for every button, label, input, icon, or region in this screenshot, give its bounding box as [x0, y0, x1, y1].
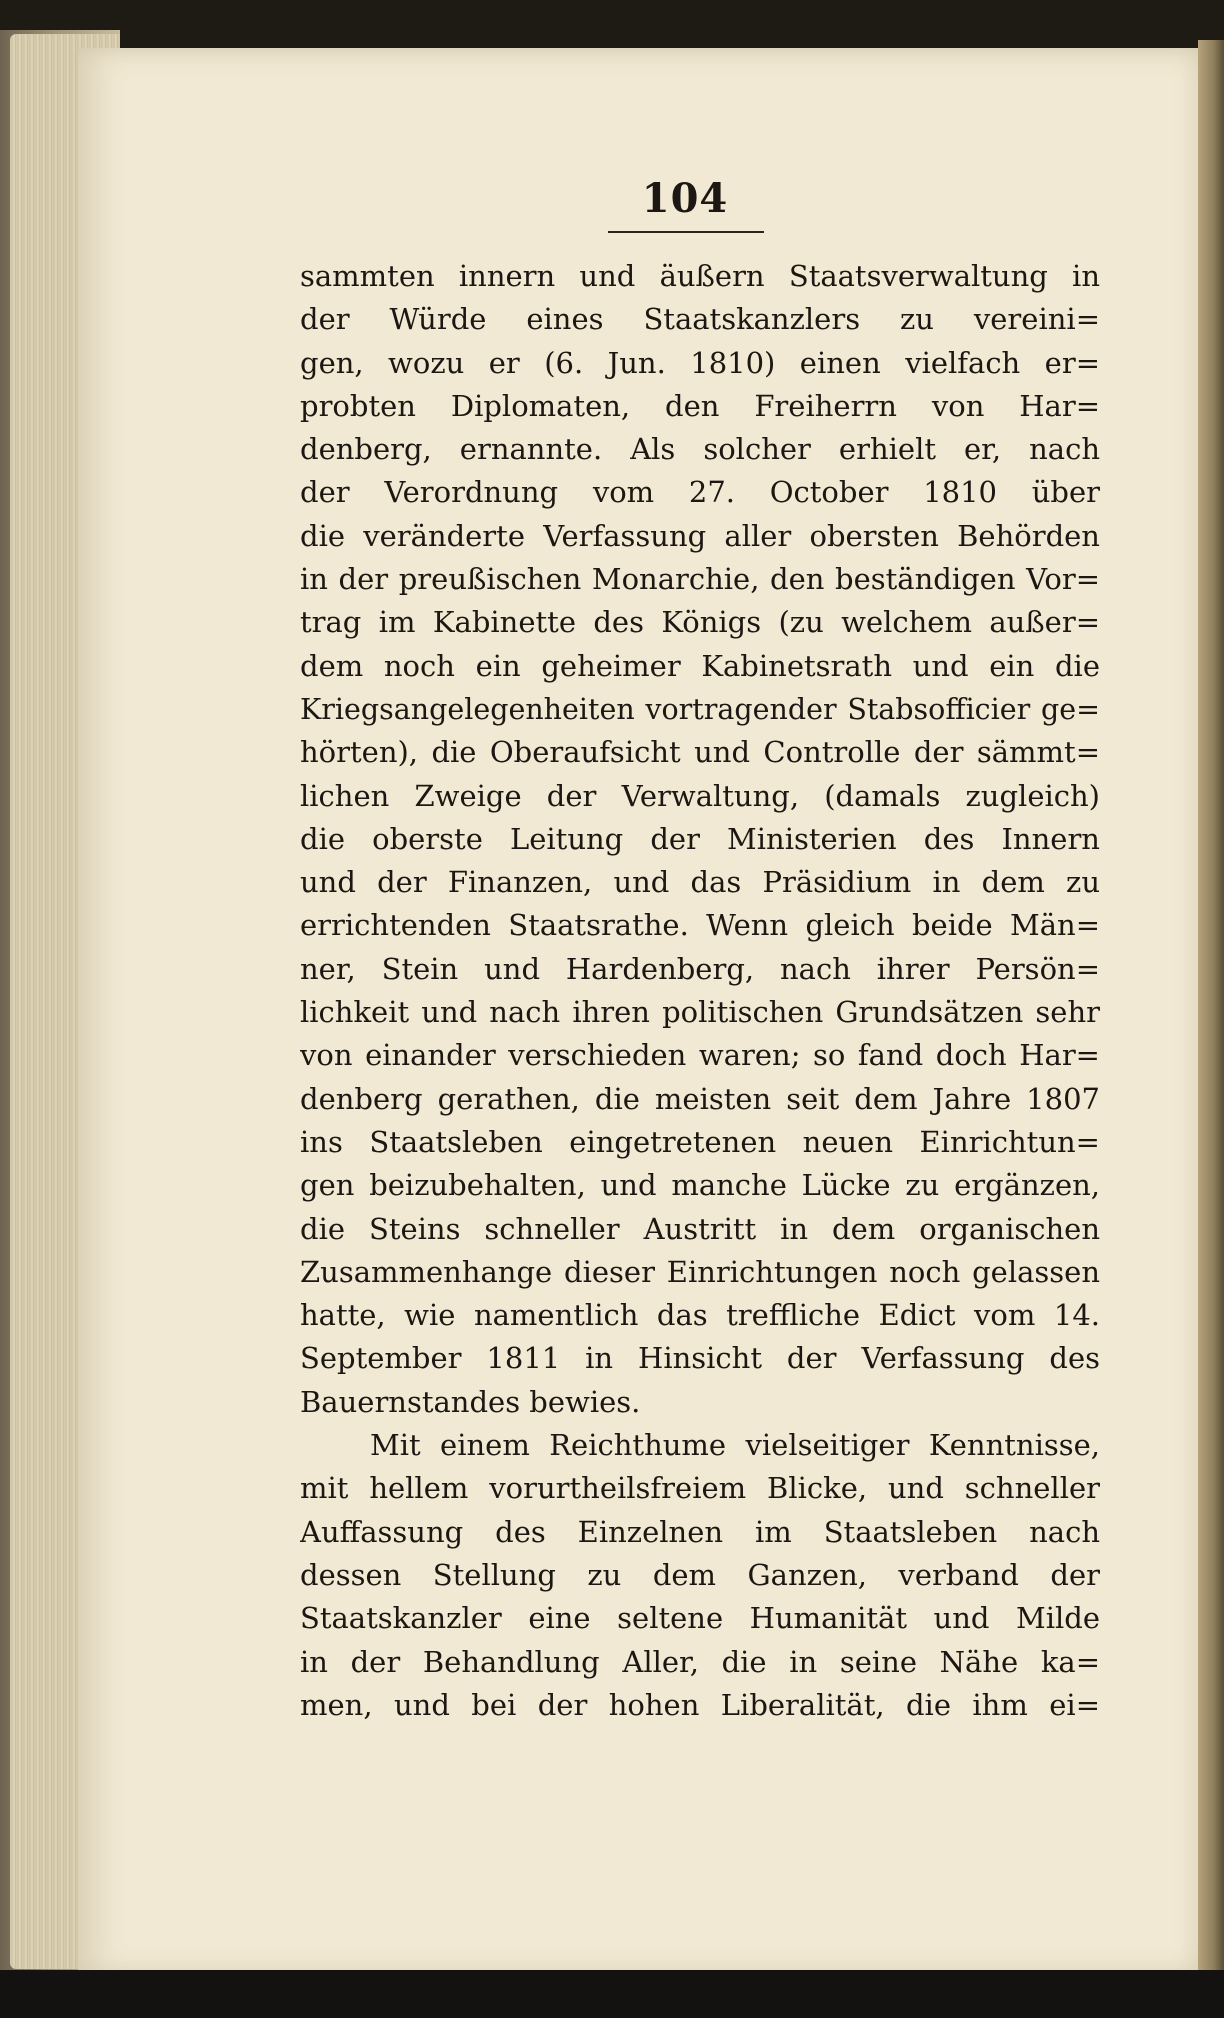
- text-line: trag im Kabinette des Königs (zu welchem außer=: [300, 605, 1100, 640]
- text-line: dessen Stellung zu dem Ganzen, verband der: [300, 1557, 1100, 1592]
- text-line: Zusammenhange dieser Einrichtungen noch gelassen: [300, 1254, 1100, 1289]
- background-shadow: [0, 1970, 1224, 2018]
- page-number: 104: [641, 175, 729, 222]
- text-line: der Verordnung vom 27. October 1810 über: [300, 475, 1100, 510]
- header-rule: [608, 231, 764, 233]
- body-text: [300, 255, 1100, 1727]
- text-line: hatte, wie namentlich das treffliche Edict vom 14.: [300, 1298, 1100, 1333]
- text-line: der Würde eines Staatskanzlers zu vereini=: [300, 302, 1100, 337]
- text-line: mit hellem vorurtheilsfreiem Blicke, und schneller: [300, 1471, 1100, 1506]
- text-line: Staatskanzler eine seltene Humanität und Milde: [300, 1601, 1100, 1636]
- text-line: denberg, ernannte. Als solcher erhielt er, nach: [300, 432, 1100, 467]
- text-line: ins Staatsleben eingetretenen neuen Einrichtun=: [300, 1124, 1100, 1159]
- text-line: die Steins schneller Austritt in dem organischen: [300, 1211, 1100, 1246]
- text-line: von einander verschieden waren; so fand doch Har=: [300, 1038, 1100, 1073]
- text-line: denberg gerathen, die meisten seit dem Jahre 1807: [300, 1081, 1100, 1116]
- text-line: dem noch ein geheimer Kabinetsrath und ein die: [300, 648, 1100, 683]
- text-line: Kriegsangelegenheiten vortragender Stabsofficier ge=: [300, 692, 1100, 726]
- text-line: sammten innern und äußern Staatsverwaltung in: [300, 259, 1100, 293]
- text-line: gen beizubehalten, und manche Lücke zu ergänzen,: [300, 1168, 1100, 1203]
- text-line: Auffassung des Einzelnen im Staatsleben nach: [300, 1514, 1100, 1549]
- text-line: probten Diplomaten, den Freiherrn von Har=: [300, 388, 1100, 423]
- text-line: gen, wozu er (6. Jun. 1810) einen vielfach er=: [300, 345, 1100, 380]
- page-right-edge: [1198, 40, 1224, 1985]
- text-line: lichen Zweige der Verwaltung, (damals zugleich): [300, 778, 1100, 813]
- text-line: hörten), die Oberaufsicht und Controlle der sämmt=: [300, 735, 1100, 770]
- text-line-paragraph-start: Mit einem Reichthume vielseitiger Kenntnisse,: [370, 1428, 1100, 1463]
- text-line: lichkeit und nach ihren politischen Grundsätzen sehr: [300, 995, 1100, 1030]
- text-line: die veränderte Verfassung aller obersten Behörden: [300, 518, 1100, 553]
- text-line: men, und bei der hohen Liberalität, die ihm ei=: [300, 1687, 1100, 1722]
- text-line-paragraph-end: Bauernstandes bewies.: [300, 1384, 641, 1419]
- text-line: die oberste Leitung der Ministerien des Innern: [300, 821, 1100, 856]
- text-line: September 1811 in Hinsicht der Verfassung des: [300, 1341, 1100, 1376]
- text-line: errichtenden Staatsrathe. Wenn gleich beide Män=: [300, 908, 1100, 943]
- text-line: und der Finanzen, und das Präsidium in dem zu: [300, 865, 1100, 900]
- text-line: in der Behandlung Aller, die in seine Nähe ka=: [300, 1644, 1100, 1679]
- text-line: in der preußischen Monarchie, den beständigen Vor=: [300, 562, 1100, 597]
- text-line: ner, Stein und Hardenberg, nach ihrer Persön=: [300, 951, 1100, 986]
